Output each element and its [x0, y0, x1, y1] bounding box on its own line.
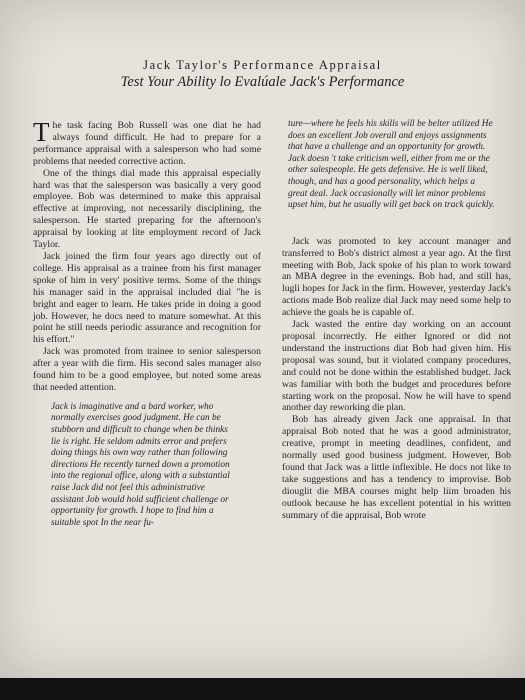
right-column: [282, 119, 511, 522]
drop-cap: T: [33, 117, 50, 147]
paragraph: Jack wasted the entire day working on an account proposal incorrectly. He either Ignored or did not understand the instructions diat Bob had given him. His proposal was sound, but it violated company procedures, and could not be done within the established budget. Jack was familiar with both the budget and procedures before starting work on the proposal. Now he will have to spend another day reworking die plan.: [282, 319, 511, 414]
paragraph-intro: [33, 117, 261, 168]
paragraph: Jack was promoted from trainee to senior salesperson after a year with die firm. His second sales manager also found him to be a good employee, but noted some areas that needed attention.: [33, 346, 261, 393]
paragraph: One of the things dial made this appraisal especially hard was that the salesperson was basically a very good employee. Bob was determined to make this appraisal effective at improving, not necessarily disciplining, the salesperson. He started preparing for the afternoon's appraisal by looking at lite employment record of Jack Taylor.: [33, 167, 261, 251]
column-spacer: [282, 212, 511, 236]
left-column: [33, 117, 261, 529]
paragraph: Jack was promoted to key account manager and transferred to Bob's district almost a year ago. At the first meeting with Bob, Jack spoke of his plan to work toward an MBA degree in the evenings. Bob had, and still has, lugli hopes for Jack in the firm. However, yesterday Jack's actions made Bob realize dial Jack may need some help to achieve the goals he is capable of.: [282, 235, 511, 319]
paragraph: Jack joined the firm four years ago directly out of college. His appraisal as a trainee from his first manager spoke of him in very' positive terms. Some of the things his manager said in the appraisal included dial "he is bright and eager to learn. He takes pride in doing a good job. However, he docs need to mature somewhat. At this point he still needs periodic assurance and recognition for his effort.": [33, 250, 261, 346]
appraisal-quote: Jack is imaginative and a bard worker, who normally exercises good judgment. He can be stubborn and difficult to change when be thinks lie is right. He seldom admits error and prefers doing things his own way rather than following directions He recently turned down a promotion into the regional office, along with a substantial raise Jack did not feel this administrative assistant Job would hold sufficient challenge or opportunity for growth. I hope to find him a suitable spot In the near fu-: [51, 401, 230, 528]
document-title: Jack Taylor's Performance Appraisal: [143, 58, 382, 72]
paragraph-intro-text: he task facing Bob Russell was one diat he had always found difficult. He had to prepare for a performance appraisal with a salesperson who had some problems that needed corrective action.: [33, 120, 261, 167]
document-subtitle: Test Your Ability lo Evalúale Jack's Performance: [120, 74, 405, 90]
bottom-edge: [0, 678, 525, 700]
appraisal-quote-continued: ture—where he feels his skills will be belter utilized He does an excellent Job overall and enjoys assignments that have a challenge and an opportunity for growth. Jack doesn 't take criticism well, either from me or the other salespeople. He gets defensive. He is well liked, though, and has a good personality, which helps a great deal. Jack occasionally will let minor problems upset him, but he usually will get back on track quickly.: [288, 119, 495, 211]
paragraph: Bob has already given Jack one appraisal. In that appraisal Bob noted that he was a good administrator, creative, prompt in meeting deadlines, confident, and normally used good business judgment. However, Bob found that Jack was a little inflexible. He docs not like to take suggestions and has a tendency to improvise. Bob diouglit die MBA courses might help liim broaden his outlook because he has excellent potential in his written summary of die appraisal, Bob wrote: [282, 414, 511, 521]
